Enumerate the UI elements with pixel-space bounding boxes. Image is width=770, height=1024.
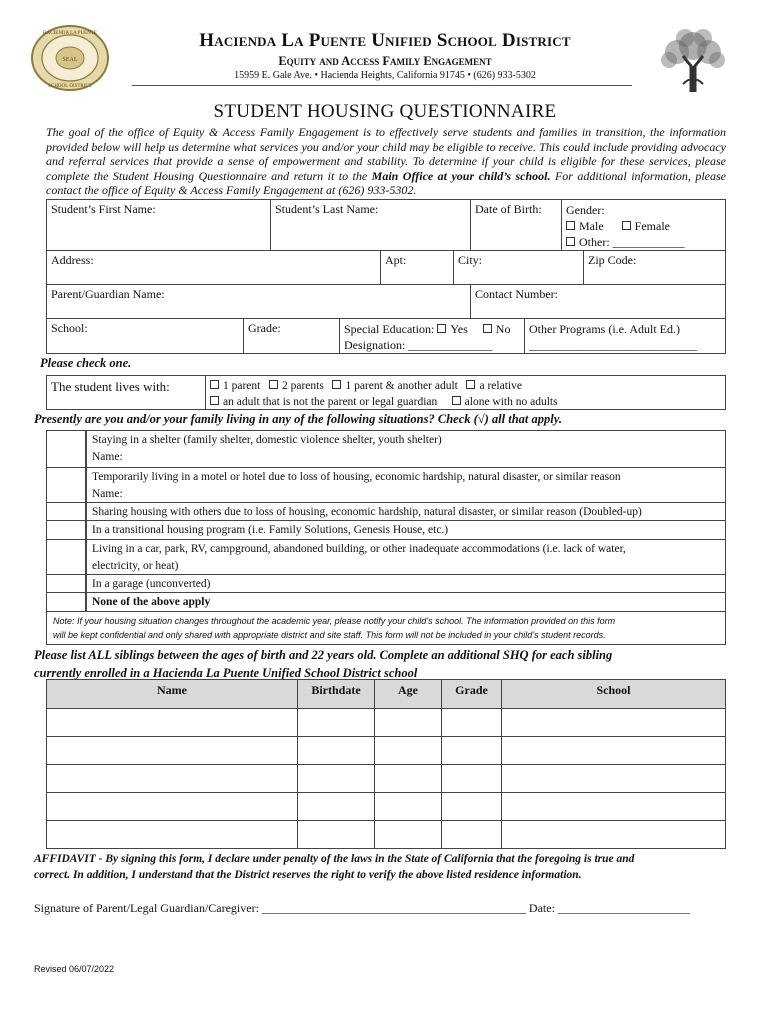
gender-field: Gender: Male Female Other: ____________ bbox=[561, 199, 726, 251]
form-title: STUDENT HOUSING QUESTIONNAIRE bbox=[213, 101, 557, 122]
lives-alone[interactable]: alone with no adults bbox=[452, 396, 558, 408]
sibling-row bbox=[47, 709, 726, 737]
signature-label[interactable]: Signature of Parent/Legal Guardian/Caregiver: ____________________________________________ bbox=[34, 901, 526, 915]
gender-male-option[interactable]: Male bbox=[566, 219, 604, 233]
lives-non-parent-adult[interactable]: an adult that is not the parent or legal guardian bbox=[210, 396, 437, 408]
city-field[interactable]: City: bbox=[453, 250, 584, 285]
sibling-age-cell[interactable] bbox=[375, 765, 442, 793]
tree-hands-logo bbox=[655, 26, 731, 94]
motel-option: Temporarily living in a motel or hotel due to loss of housing, economic hardship, natural disaster, or similar reason Name: bbox=[86, 467, 726, 503]
sibling-row bbox=[47, 737, 726, 765]
col-school: School bbox=[502, 680, 726, 709]
address-field[interactable]: Address: bbox=[46, 250, 381, 285]
sibling-school-cell[interactable] bbox=[502, 737, 726, 765]
signature-line[interactable] bbox=[34, 901, 734, 916]
col-grade: Grade bbox=[442, 680, 502, 709]
special-education-field: Special Education: Yes No Designation: ______________ bbox=[339, 318, 525, 354]
motel-checkbox[interactable] bbox=[46, 467, 86, 503]
sibling-row bbox=[47, 793, 726, 821]
garage-checkbox[interactable] bbox=[46, 574, 86, 593]
transitional-option: In a transitional housing program (i.e. Family Solutions, Genesis House, etc.) bbox=[86, 520, 726, 540]
transitional-checkbox[interactable] bbox=[46, 520, 86, 540]
sibling-row bbox=[47, 821, 726, 849]
siblings-table bbox=[46, 679, 726, 849]
sibling-name-cell[interactable] bbox=[47, 793, 298, 821]
situations-heading: Presently are you and/or your family living in any of the following situations? Check (√) all that apply. bbox=[34, 412, 562, 426]
housing-note: Note: If your housing situation changes throughout the academic year, please notify your child’s school. The information provided on this form will be kept confidential and only shared with appropriate district and site staff. This form will not be included in your child’s student records. bbox=[46, 611, 726, 645]
sibling-name-cell[interactable] bbox=[47, 737, 298, 765]
siblings-header-row bbox=[47, 680, 726, 709]
lives-with-label: The student lives with: bbox=[46, 375, 206, 410]
col-birthdate: Birthdate bbox=[298, 680, 375, 709]
gender-other-option[interactable]: Other: ____________ bbox=[566, 235, 685, 249]
other-checkbox[interactable] bbox=[566, 237, 575, 246]
shelter-checkbox[interactable] bbox=[46, 430, 86, 468]
school-field[interactable]: School: bbox=[46, 318, 244, 354]
sibling-name-cell[interactable] bbox=[47, 821, 298, 849]
grade-field[interactable]: Grade: bbox=[243, 318, 340, 354]
sibling-grade-cell[interactable] bbox=[442, 709, 502, 737]
male-checkbox[interactable] bbox=[566, 221, 575, 230]
svg-text:SEAL: SEAL bbox=[62, 57, 78, 63]
date-of-birth-field[interactable]: Date of Birth: bbox=[470, 199, 562, 251]
revised-date: Revised 06/07/2022 bbox=[34, 964, 115, 974]
lives-1-parent[interactable]: 1 parent bbox=[210, 380, 260, 392]
designation-input[interactable]: Designation: ______________ bbox=[344, 338, 493, 352]
sibling-birthdate-cell[interactable] bbox=[298, 709, 375, 737]
header-divider bbox=[132, 85, 632, 86]
sibling-grade-cell[interactable] bbox=[442, 821, 502, 849]
car-checkbox[interactable] bbox=[46, 539, 86, 575]
department-name: Equity and Access Family Engagement bbox=[278, 54, 492, 68]
sibling-school-cell[interactable] bbox=[502, 821, 726, 849]
sibling-grade-cell[interactable] bbox=[442, 765, 502, 793]
last-name-field[interactable]: Student’s Last Name: bbox=[270, 199, 471, 251]
female-checkbox[interactable] bbox=[622, 221, 631, 230]
sibling-birthdate-cell[interactable] bbox=[298, 737, 375, 765]
sibling-name-cell[interactable] bbox=[47, 709, 298, 737]
sibling-age-cell[interactable] bbox=[375, 793, 442, 821]
svg-text:HACIENDA LA PUENTE: HACIENDA LA PUENTE bbox=[43, 31, 97, 36]
lives-parent-and-adult[interactable]: 1 parent & another adult bbox=[332, 380, 457, 392]
special-ed-yes-checkbox[interactable] bbox=[437, 324, 446, 333]
sharing-option: Sharing housing with others due to loss of housing, economic hardship, natural disaster, or similar reason (Doubled-up) bbox=[86, 502, 726, 521]
zip-code-field[interactable]: Zip Code: bbox=[583, 250, 726, 285]
none-option: None of the above apply bbox=[86, 592, 726, 612]
sibling-school-cell[interactable] bbox=[502, 793, 726, 821]
car-option: Living in a car, park, RV, campground, abandoned building, or other inadequate accommodations (i.e. lack of water, electricity, or heat) bbox=[86, 539, 726, 575]
district-address: 15959 E. Gale Ave. • Hacienda Heights, California 91745 • (626) 933-5302 bbox=[234, 70, 536, 81]
sibling-grade-cell[interactable] bbox=[442, 793, 502, 821]
sharing-checkbox[interactable] bbox=[46, 502, 86, 521]
apt-field[interactable]: Apt: bbox=[380, 250, 454, 285]
col-name: Name bbox=[47, 680, 298, 709]
sibling-grade-cell[interactable] bbox=[442, 737, 502, 765]
parent-name-field[interactable]: Parent/Guardian Name: bbox=[46, 284, 471, 319]
affidavit-text: AFFIDAVIT - By signing this form, I declare under penalty of the laws in the State of California that the foregoing is true and correct. In addition, I understand that the District reserves the right to verify the above listed residence information. bbox=[34, 853, 635, 881]
sibling-age-cell[interactable] bbox=[375, 709, 442, 737]
sibling-age-cell[interactable] bbox=[375, 821, 442, 849]
check-one-heading: Please check one. bbox=[40, 356, 132, 370]
sibling-birthdate-cell[interactable] bbox=[298, 821, 375, 849]
sibling-age-cell[interactable] bbox=[375, 737, 442, 765]
intro-paragraph: The goal of the office of Equity & Access Family Engagement is to effectively serve students and families in transition, the information provided below will help us determine what services you and/or your child may be eligible to receive. This could include providing advocacy and referral services that provide a sense of empowerment and stability. To determine if your child is eligible for these services, please complete the Student Housing Questionnaire and return it to the Main Office at your child’s school. For additional information, please contact the office of Equity & Access Family Engagement at (626) 933-5302. bbox=[46, 125, 726, 197]
gender-female-option[interactable]: Female bbox=[622, 219, 670, 233]
sibling-school-cell[interactable] bbox=[502, 765, 726, 793]
district-name: Hacienda La Puente Unified School District bbox=[199, 30, 571, 51]
sibling-birthdate-cell[interactable] bbox=[298, 765, 375, 793]
garage-option: In a garage (unconverted) bbox=[86, 574, 726, 593]
sibling-birthdate-cell[interactable] bbox=[298, 793, 375, 821]
sibling-name-cell[interactable] bbox=[47, 765, 298, 793]
date-label[interactable]: Date: ______________________ bbox=[528, 901, 690, 915]
svg-text:SCHOOL DISTRICT: SCHOOL DISTRICT bbox=[48, 84, 92, 89]
shelter-option: Staying in a shelter (family shelter, domestic violence shelter, youth shelter) Name: bbox=[86, 430, 726, 468]
lives-relative[interactable]: a relative bbox=[466, 380, 521, 392]
contact-number-field[interactable]: Contact Number: bbox=[470, 284, 726, 319]
siblings-heading: Please list ALL siblings between the ages of birth and 22 years old. Complete an additional SHQ for each sibling currently enrolled in a Hacienda La Puente Unified School District school bbox=[34, 648, 613, 680]
sibling-school-cell[interactable] bbox=[502, 709, 726, 737]
special-ed-no-checkbox[interactable] bbox=[483, 324, 492, 333]
sibling-row bbox=[47, 765, 726, 793]
other-programs-field[interactable]: Other Programs (i.e. Adult Ed.) ____________________________ bbox=[524, 318, 726, 354]
col-age: Age bbox=[375, 680, 442, 709]
lives-with-options bbox=[205, 375, 726, 410]
lives-2-parents[interactable]: 2 parents bbox=[269, 380, 324, 392]
none-checkbox[interactable] bbox=[46, 592, 86, 612]
first-name-field[interactable]: Student’s First Name: bbox=[46, 199, 271, 251]
